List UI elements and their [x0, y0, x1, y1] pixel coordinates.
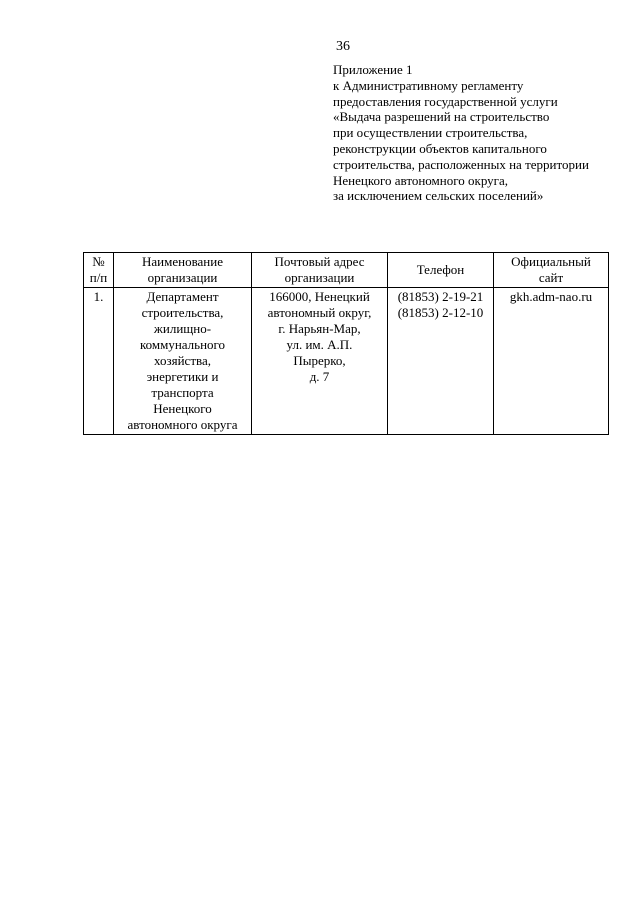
header-address: [252, 253, 388, 288]
name-line: хозяйства,: [153, 353, 211, 368]
name-line: строительства,: [141, 305, 224, 320]
official-site: gkh.adm-nao.ru: [494, 288, 609, 435]
name-line: энергетики и: [146, 369, 219, 384]
address-line: г. Нарьян-Мар,: [278, 321, 361, 336]
appendix-line: за исключением сельских поселений»: [333, 188, 544, 204]
table-row: [84, 288, 609, 435]
header-line: сайт: [538, 270, 564, 285]
appendix-line: при осуществлении строительства,: [333, 125, 528, 141]
page-number: 36: [336, 39, 350, 54]
name-line: Ненецкого: [153, 401, 212, 416]
organizations-table: [83, 252, 609, 435]
header-line: организации: [284, 270, 355, 285]
phone-line: (81853) 2-19-21: [397, 289, 484, 304]
appendix-line: Ненецкого автономного округа,: [333, 172, 508, 188]
header-line: организации: [147, 270, 218, 285]
row-number: 1.: [84, 288, 114, 435]
address-line: ул. им. А.П.: [286, 337, 353, 352]
header-line: п/п: [89, 270, 108, 285]
address-line: 166000, Ненецкий: [269, 289, 370, 304]
name-line: автономного округа: [127, 417, 238, 432]
appendix-line: Приложение 1: [333, 62, 413, 77]
address-line: Пырерко,: [293, 353, 346, 368]
postal-address: [252, 288, 388, 435]
header-line: Официальный: [511, 254, 591, 269]
name-line: Департамент: [146, 289, 219, 304]
organization-name: [114, 288, 252, 435]
header-number: [84, 253, 114, 288]
address-line: д. 7: [309, 369, 330, 384]
appendix-line: строительства, расположенных на территории: [333, 156, 589, 172]
address-line: автономный округ,: [267, 305, 372, 320]
name-line: жилищно-: [153, 321, 212, 336]
appendix-line: «Выдача разрешений на строительство: [333, 109, 550, 125]
name-line: транспорта: [151, 385, 214, 400]
appendix-line: предоставления государственной услуги: [333, 93, 558, 109]
table-header-row: [84, 253, 609, 288]
header-phone: [388, 253, 494, 288]
header-site: [494, 253, 609, 288]
appendix-line: к Административному регламенту: [333, 77, 524, 93]
appendix-line: реконструкции объектов капитального: [333, 140, 547, 156]
header-line: Почтовый адрес: [274, 254, 365, 269]
name-line: коммунального: [139, 337, 226, 352]
header-line: №: [92, 254, 105, 269]
appendix-heading: [333, 62, 633, 204]
phone-line: (81853) 2-12-10: [397, 305, 484, 320]
header-line: Наименование: [142, 254, 223, 269]
header-line: Телефон: [416, 262, 465, 277]
phone: [388, 288, 494, 435]
header-name: [114, 253, 252, 288]
